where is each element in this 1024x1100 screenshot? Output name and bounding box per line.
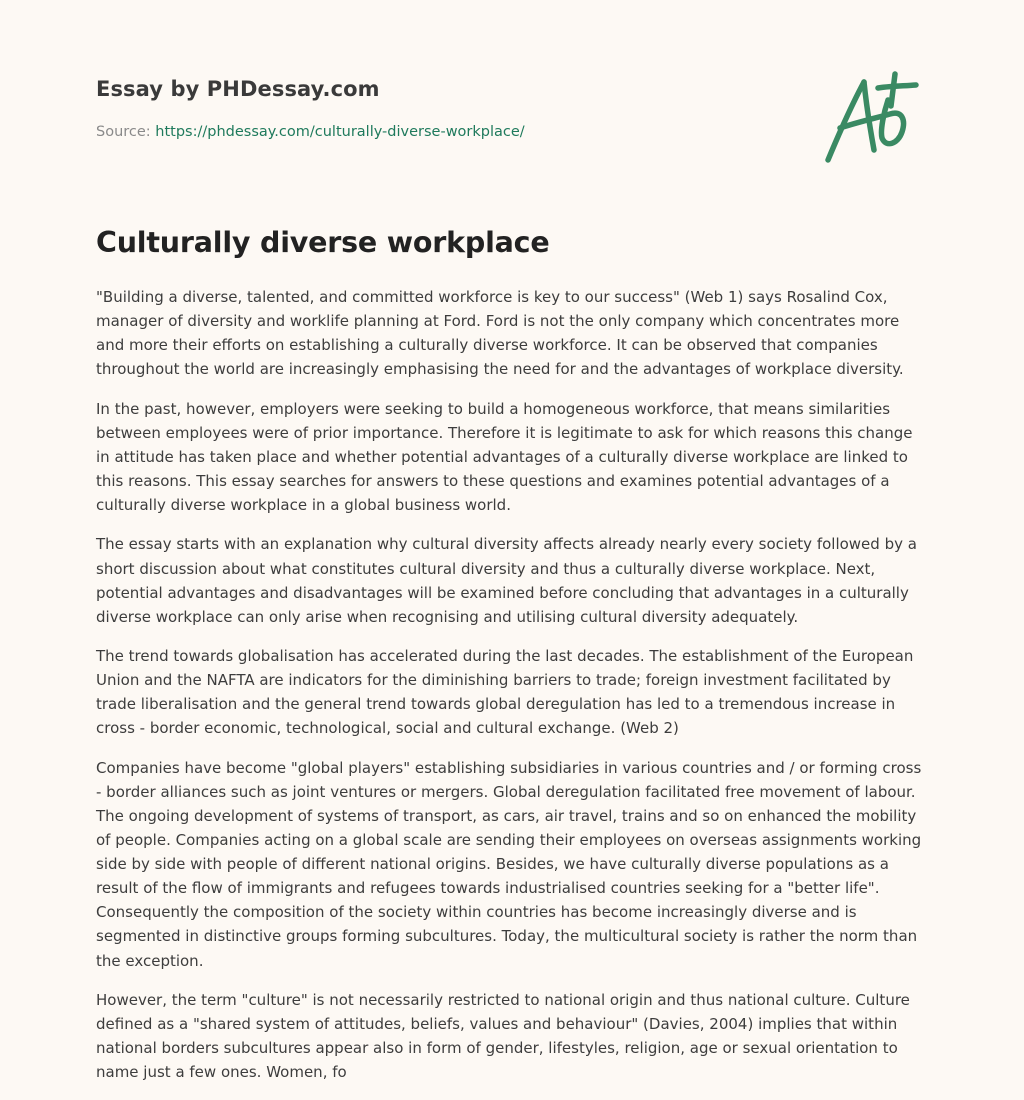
source-link[interactable]: https://phdessay.com/culturally-diverse-workplace/: [155, 124, 525, 140]
essay-title: Culturally diverse workplace: [96, 226, 550, 259]
a-plus-logo: [824, 68, 928, 164]
source-line: [96, 124, 525, 140]
essay-paragraph: Companies have become "global players" establishing subsidiaries in various countries and / or forming cross - border alliances such as joint ventures or mergers. Global deregulation facilitated free movement of labour. The ongoing development of systems of transport, as cars, air travel, trains and so on enhanced the mobility of people. Companies acting on a global scale are sending their employees on overseas assignments working side by side with people of different national origins. Besides, we have culturally diverse populations as a result of the flow of immigrants and refugees towards industrialised countries seeking for a "better life". Consequently the composition of the society within countries has become increasingly diverse and is segmented in distinctive groups forming subcultures. Today, the multicultural society is rather the norm than the exception.: [96, 758, 922, 970]
a-plus-logo-icon: [824, 68, 928, 164]
essay-paragraph: "Building a diverse, talented, and committed workforce is key to our success" (Web 1) says Rosalind Cox, manager of diversity and worklife planning at Ford. Ford is not the only company which concentrates more and more their efforts on establishing a culturally diverse workforce. It can be observed that companies throughout the world are increasingly emphasising the need for and the advantages of workplace diversity.: [96, 288, 904, 379]
page-header: [96, 0, 928, 190]
essay-paragraph: In the past, however, employers were seeking to build a homogeneous workforce, that means similarities between employees were of prior importance. Therefore it is legitimate to ask for which reasons this change in attitude has taken place and whether potential advantages of a culturally diverse workplace are linked to this reasons. This essay searches for answers to these questions and examines potential advantages of a culturally diverse workplace in a global business world.: [96, 399, 913, 515]
site-title: Essay by PHDessay.com: [96, 77, 380, 101]
essay-body: [96, 285, 930, 1100]
source-label: Source:: [96, 124, 156, 140]
essay-paragraph: However, the term "culture" is not necessarily restricted to national origin and thus national culture. Culture defined as a "shared system of attitudes, beliefs, values and behaviour" (Davies, 2004) implies that within national borders subcultures appear also in form of gender, lifestyles, religion, age or sexual orientation to name just a few ones. Women, fo: [96, 990, 910, 1082]
essay-paragraph: The essay starts with an explanation why cultural diversity affects already nearly every society followed by a short discussion about what constitutes cultural diversity and thus a culturally diverse workplace. Next, potential advantages and disadvantages will be examined before concluding that advantages in a culturally diverse workplace can only arise when recognising and utilising cultural diversity adequately.: [96, 535, 917, 626]
essay-paragraph: The trend towards globalisation has accelerated during the last decades. The establishment of the European Union and the NAFTA are indicators for the diminishing barriers to trade; foreign investment facilitated by trade liberalisation and the general trend towards global deregulation has led to a tremendous increase in cross - border economic, technological, social and cultural exchange. (Web 2): [96, 647, 914, 738]
